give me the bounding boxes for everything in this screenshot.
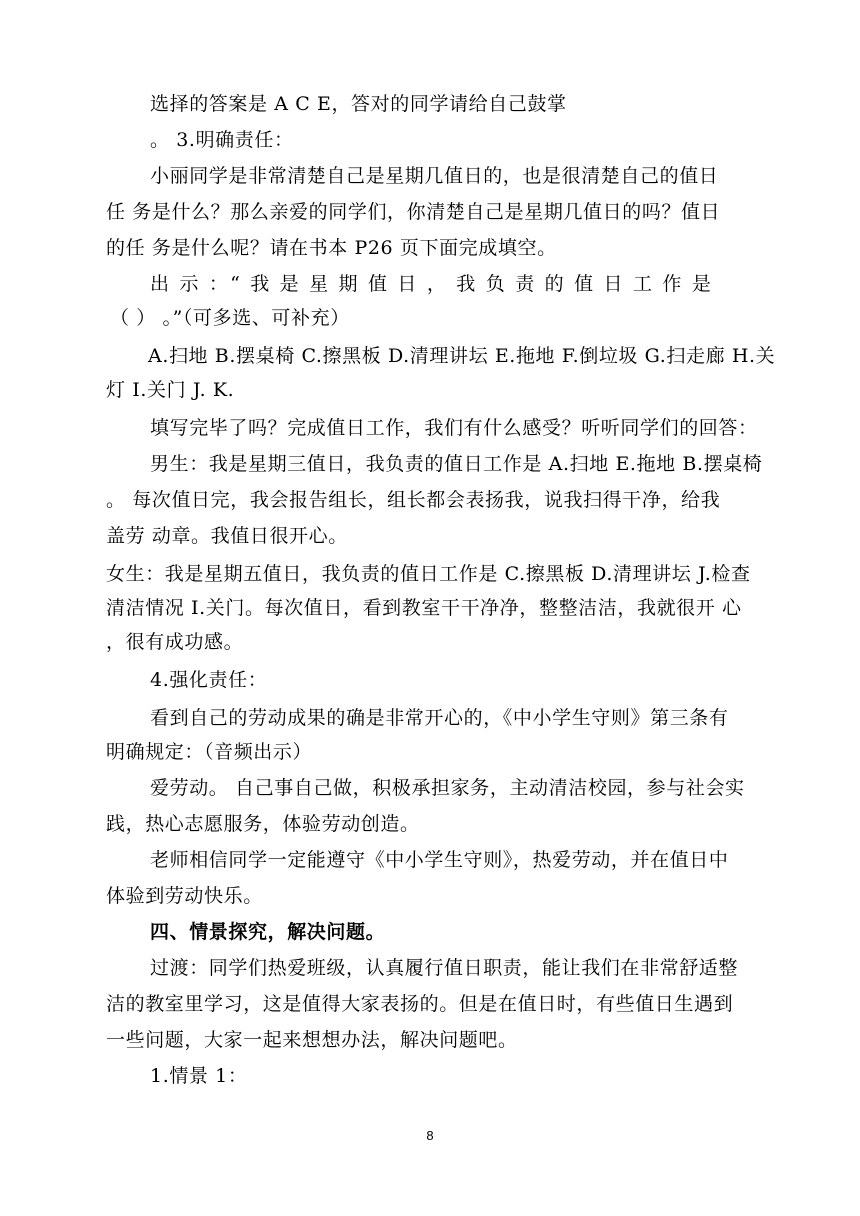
text-line: 出 示 ：“ 我 是 星 期 值 日 ， 我 负 责 的 值 日 工 作 是 [150,273,714,295]
text-line: （ ） 。”（可多选、可补充） [110,307,350,329]
section-heading: 四、情景探究，解决问题。 [150,921,386,943]
text-line: 。 3.明确责任： [150,129,294,151]
text-line: 。 每次值日完，我会报告组长，组长都会表扬我，说我扫得干净，给我 [106,489,721,511]
text-line: 看到自己的劳动成果的确是非常开心的，《中小学生守则》第三条有 [150,707,729,729]
text-line: 体验到劳动快乐。 [106,885,263,907]
text-line: 的任 务是什么呢？请在书本 P26 页下面完成填空。 [106,237,557,259]
section-heading: 1.情景 1： [150,1065,248,1087]
text-line: 男生：我是星期三值日，我负责的值日工作是 A.扫地 E.拖地 B.摆桌椅 [150,453,763,475]
text-line: 任 务是什么？那么亲爱的同学们，你清楚自己是星期几值日的吗？值日 [106,201,721,223]
text-line: A.扫地 B.摆桌椅 C.擦黑板 D.清理讲坛 E.拖地 F.倒垃圾 G.扫走廊 H.关 [148,345,776,367]
text-line: 老师相信同学一定能遵守《中小学生守则》，热爱劳动，并在值日中 [150,849,729,871]
text-line: 明确规定：（音频出示） [106,741,313,763]
text-line: 过渡：同学们热爱班级，认真履行值日职责，能让我们在非常舒适整 [150,957,739,979]
text-line: 盖劳 动章。我值日很开心。 [106,525,348,547]
text-line: 女生：我是星期五值日，我负责的值日工作是 C.擦黑板 D.清理讲坛 J.检查 [106,563,751,585]
text-line: 一些问题，大家一起来想想办法，解决问题吧。 [106,1029,518,1051]
text-line: 清洁情况 I.关门。每次值日，看到教室干干净净，整整洁洁，我就很开 心 [106,597,742,619]
page-number: 8 [426,1128,434,1143]
text-line: 洁的教室里学习，这是值得大家表扬的。但是在值日时，有些值日生遇到 [106,993,734,1015]
text-line: 填写完毕了吗？完成值日工作，我们有什么感受？听听同学们的回答： [150,417,758,439]
text-line: 选择的答案是 A C E，答对的同学请给自己鼓掌 [150,93,567,115]
text-line: 灯 I.关门 J. K. [106,379,235,401]
text-line: 小丽同学是非常清楚自己是星期几值日的，也是很清楚自己的值日 [150,165,719,187]
text-line: ，很有成功感。 [106,631,244,653]
text-line: 爱劳动。 自己事自己做，积极承担家务，主动清洁校园，参与社会实 [150,777,745,799]
text-line: 践，热心志愿服务，体验劳动创造。 [106,813,420,835]
section-heading: 4.强化责任： [150,669,268,691]
